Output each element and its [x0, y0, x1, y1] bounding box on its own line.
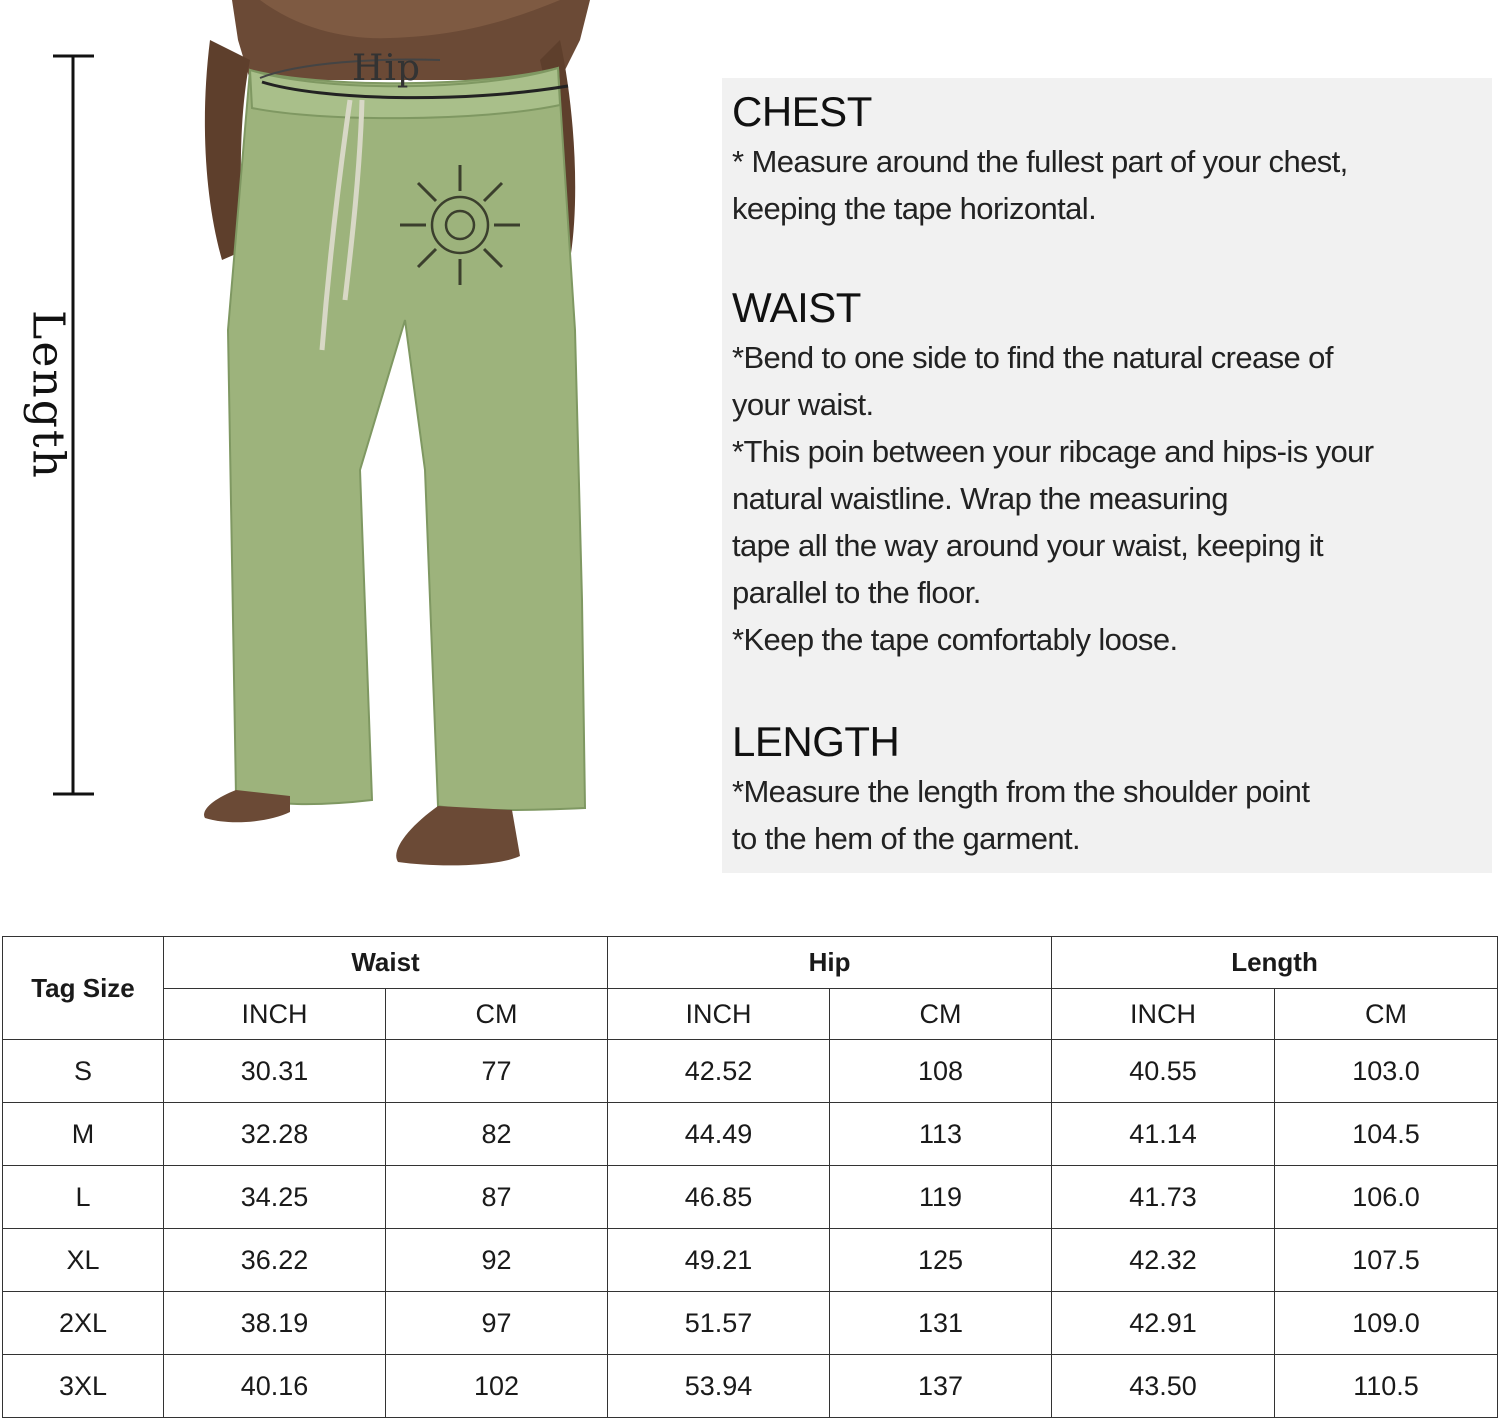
measurement-cell: 51.57: [608, 1292, 830, 1355]
measurement-cell: 36.22: [164, 1229, 386, 1292]
table-row: [3, 1040, 1498, 1103]
size-chart-table: [2, 936, 1498, 1418]
measurement-cell: 106.0: [1275, 1166, 1498, 1229]
waist-line: *This poin between your ribcage and hips-is your: [732, 434, 1374, 469]
size-cell: 2XL: [3, 1292, 164, 1355]
measurement-cell: 102: [386, 1355, 608, 1418]
table-row: [3, 1292, 1498, 1355]
size-rows: [3, 1040, 1498, 1418]
waist-line: tape all the way around your waist, keeping it: [732, 528, 1324, 563]
waist-line: *Bend to one side to find the natural crease of: [732, 340, 1333, 375]
measurement-cell: 43.50: [1052, 1355, 1275, 1418]
measurement-cell: 42.32: [1052, 1229, 1275, 1292]
product-illustration: [0, 0, 700, 900]
measurement-cell: 32.28: [164, 1103, 386, 1166]
length-section: [732, 716, 1492, 862]
chest-line: keeping the tape horizontal.: [732, 191, 1097, 226]
measurement-cell: 42.91: [1052, 1292, 1275, 1355]
measurement-cell: 87: [386, 1166, 608, 1229]
size-cell: L: [3, 1166, 164, 1229]
size-cell: XL: [3, 1229, 164, 1292]
table-unit-row: [3, 989, 1498, 1040]
measurement-cell: 82: [386, 1103, 608, 1166]
waist-line: your waist.: [732, 387, 874, 422]
measurement-cell: 40.16: [164, 1355, 386, 1418]
measurement-cell: 77: [386, 1040, 608, 1103]
size-cell: S: [3, 1040, 164, 1103]
chest-title: CHEST: [732, 88, 872, 135]
length-header: Length: [1052, 937, 1498, 989]
measurement-cell: 38.19: [164, 1292, 386, 1355]
measurement-cell: 30.31: [164, 1040, 386, 1103]
measurement-cell: 53.94: [608, 1355, 830, 1418]
chest-line: * Measure around the fullest part of your chest,: [732, 144, 1348, 179]
measurement-guide: [722, 78, 1492, 873]
measurement-cell: 113: [830, 1103, 1052, 1166]
unit-header: INCH: [608, 989, 830, 1040]
waist-line: *Keep the tape comfortably loose.: [732, 622, 1178, 657]
chest-section: [732, 86, 1492, 232]
measurement-cell: 119: [830, 1166, 1052, 1229]
waist-title: WAIST: [732, 284, 861, 331]
measurement-cell: 44.49: [608, 1103, 830, 1166]
table-row: [3, 1166, 1498, 1229]
length-title: LENGTH: [732, 718, 900, 765]
waist-section: [732, 282, 1492, 663]
unit-header: CM: [830, 989, 1052, 1040]
measurement-cell: 125: [830, 1229, 1052, 1292]
measurement-cell: 41.73: [1052, 1166, 1275, 1229]
measurement-cell: 40.55: [1052, 1040, 1275, 1103]
table-row: [3, 1103, 1498, 1166]
measurement-cell: 92: [386, 1229, 608, 1292]
table-row: [3, 1355, 1498, 1418]
measurement-cell: 103.0: [1275, 1040, 1498, 1103]
measurement-cell: 131: [830, 1292, 1052, 1355]
waist-line: parallel to the floor.: [732, 575, 981, 610]
measurement-cell: 34.25: [164, 1166, 386, 1229]
measurement-cell: 104.5: [1275, 1103, 1498, 1166]
measurement-cell: 109.0: [1275, 1292, 1498, 1355]
waist-header: Waist: [164, 937, 608, 989]
size-cell: M: [3, 1103, 164, 1166]
hip-label: Hip: [352, 48, 421, 89]
measurement-cell: 46.85: [608, 1166, 830, 1229]
measurement-cell: 49.21: [608, 1229, 830, 1292]
waist-line: natural waistline. Wrap the measuring: [732, 481, 1228, 516]
unit-header: CM: [386, 989, 608, 1040]
length-line: to the hem of the garment.: [732, 821, 1080, 856]
length-label: Length: [22, 310, 74, 480]
measurement-cell: 107.5: [1275, 1229, 1498, 1292]
length-line: *Measure the length from the shoulder point: [732, 774, 1310, 809]
measurement-cell: 42.52: [608, 1040, 830, 1103]
unit-header: INCH: [1052, 989, 1275, 1040]
measurement-cell: 108: [830, 1040, 1052, 1103]
unit-header: INCH: [164, 989, 386, 1040]
measurement-cell: 137: [830, 1355, 1052, 1418]
measurement-cell: 97: [386, 1292, 608, 1355]
hip-header: Hip: [608, 937, 1052, 989]
table-header-row: [3, 937, 1498, 989]
size-cell: 3XL: [3, 1355, 164, 1418]
unit-header: CM: [1275, 989, 1498, 1040]
measurement-cell: 41.14: [1052, 1103, 1275, 1166]
table-row: [3, 1229, 1498, 1292]
pants-image: [0, 0, 700, 900]
measurement-cell: 110.5: [1275, 1355, 1498, 1418]
tag-size-header: Tag Size: [3, 937, 164, 1040]
